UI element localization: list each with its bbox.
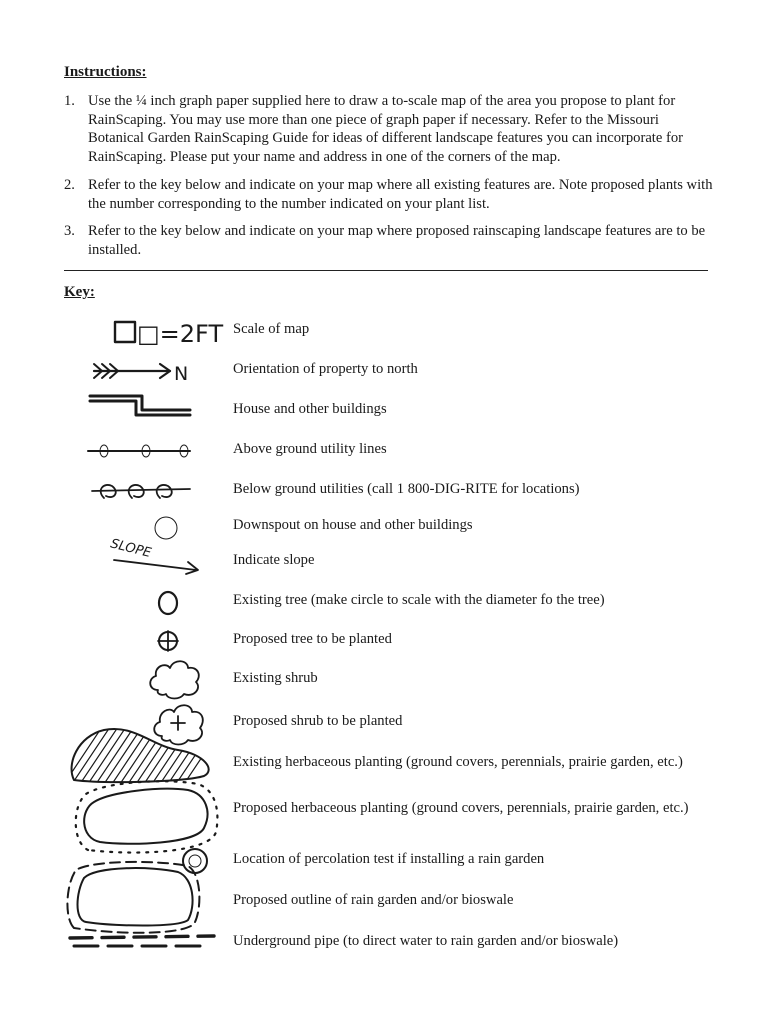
key-label-underground-pipe: Underground pipe (to direct water to rain garden and/or bioswale) — [233, 933, 619, 949]
key-label-proposed-tree: Proposed tree to be planted — [233, 631, 392, 647]
scale-symbol — [112, 318, 224, 348]
key-label-buildings: House and other buildings — [233, 401, 387, 417]
key-label-existing-tree: Existing tree (make circle to scale with the diameter fo the tree) — [233, 592, 605, 608]
key-label-proposed-shrub: Proposed shrub to be planted — [233, 713, 403, 729]
slope-arrow-symbol — [108, 538, 204, 576]
north-letter: N — [174, 363, 189, 385]
underground-utility-symbol — [90, 480, 194, 502]
instruction-number: 1. — [64, 93, 75, 109]
instruction-text: Refer to the key below and indicate on your map where all existing features are. Note proposed plants with the number corresponding to the number indicated on your plant list. — [88, 177, 713, 212]
scale-symbol-text: □=2FT — [137, 320, 224, 348]
utility-line-symbol — [86, 442, 194, 460]
key-label-downspout: Downspout on house and other buildings — [233, 517, 473, 533]
instruction-number: 3. — [64, 223, 75, 239]
key-label-existing-shrub: Existing shrub — [233, 670, 318, 686]
hatched-planting-symbol — [64, 724, 232, 786]
instructions-heading: Instructions: — [64, 64, 147, 80]
key-label-scale: Scale of map — [233, 321, 310, 337]
key-label-percolation-test: Location of percolation test if installing a rain garden — [233, 851, 545, 867]
building-outline-symbol — [88, 392, 194, 418]
instruction-number: 2. — [64, 177, 75, 193]
instruction-item — [64, 222, 714, 259]
proposed-tree-symbol — [154, 628, 182, 654]
section-divider — [64, 270, 708, 271]
key-label-below-ground-utilities: Below ground utilities (call 1 800-DIG-RITE for locations) — [233, 481, 580, 497]
north-arrow-symbol — [90, 360, 200, 384]
key-label-rain-garden: Proposed outline of rain garden and/or bioswale — [233, 892, 514, 908]
instruction-text: Refer to the key below and indicate on your map where proposed rainscaping landscape features are to be installed. — [88, 223, 706, 258]
dashed-pipe-symbol — [64, 930, 220, 954]
key-heading: Key: — [64, 284, 95, 300]
key-label-utility-lines: Above ground utility lines — [233, 441, 387, 457]
key-label-proposed-herbaceous: Proposed herbaceous planting (ground covers, perennials, prairie garden, etc.) — [233, 800, 689, 816]
instruction-text: Use the ¼ inch graph paper supplied here to draw a to-scale map of the area you propose to plant for RainScaping. You may use more than one piece of graph paper if necessary. Refer to the Missouri Botanical Garden RainScaping Guide for ideas of different landscape features you can incorporate for RainScaping. Please put your name and address in one of the corners of the map. — [88, 93, 684, 165]
instruction-item — [64, 92, 714, 166]
instruction-item — [64, 176, 714, 213]
key-label-existing-herbaceous: Existing herbaceous planting (ground covers, perennials, prairie garden, etc.) — [233, 754, 683, 770]
slope-label: SLOPE — [108, 536, 153, 562]
key-label-north: Orientation of property to north — [233, 361, 418, 377]
key-label-slope: Indicate slope — [233, 552, 315, 568]
shrub-cloud-symbol — [144, 656, 206, 702]
tree-circle-symbol — [154, 588, 182, 618]
rain-garden-outline-symbol — [62, 862, 202, 936]
